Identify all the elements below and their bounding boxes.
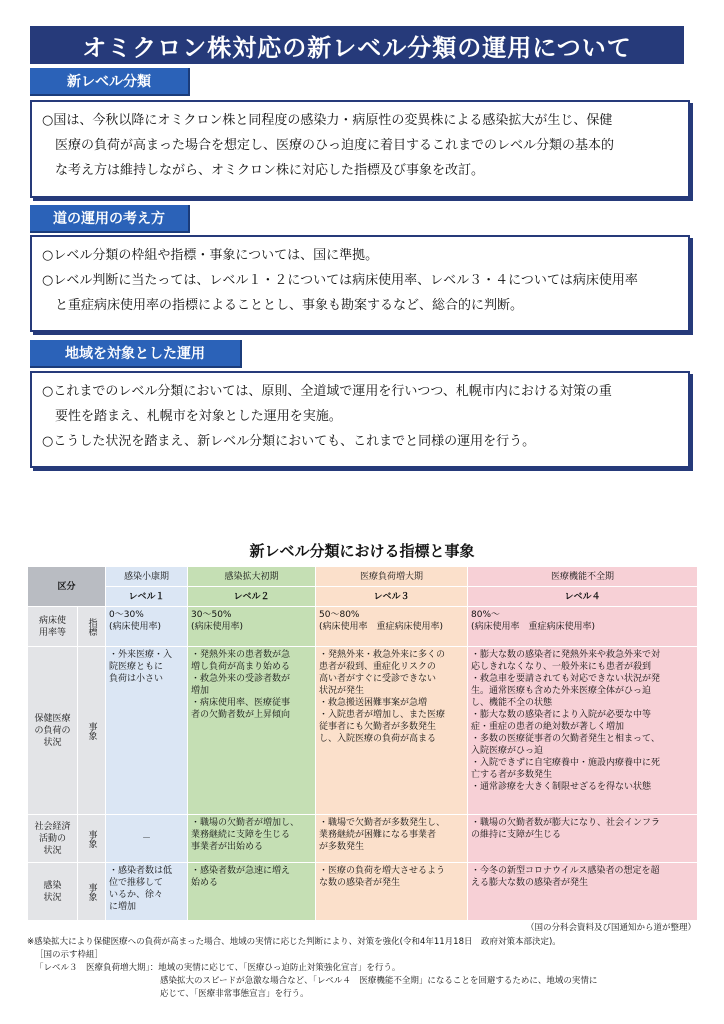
level-header-4: レベル４: [468, 587, 698, 607]
cell-infect-1: ・感染者数は低 位で推移して いるか、徐々 に増加: [106, 863, 188, 921]
row-kind-burden: [78, 647, 106, 815]
section-box-regional: [30, 371, 690, 468]
level-table: [27, 566, 698, 921]
row-kind-text: 指標: [86, 617, 97, 636]
row-kind-text: 事象: [86, 829, 97, 848]
text-line: ○こうした状況を踏まえ、新レベル分類においても、これまでと同様の運用を行う。: [42, 434, 536, 449]
table-title: 新レベル分類における指標と事象: [249, 542, 475, 560]
footnote-level4-b: 応じて、「医療非常事態宣言」を行う。: [160, 989, 309, 999]
cell-infect-2: ・感染者数が急速に増え 始める: [188, 863, 316, 921]
cell-burden-3: ・発熱外来・救急外来に多くの 患者が殺到、重症化リスクの 高い者がすぐに受診できない 状況が発生 ・救急搬送困難事案が急増 ・入院患者が増加し、また医療 従事者にも欠勤者が多数発生 し、入院医療の負荷が高まる: [316, 647, 468, 815]
text-line: ○国は、今秋以降にオミクロン株と同程度の感染力・病原性の変異株による感染拡大が生じ、保健: [42, 113, 613, 128]
row-kind-bed: [78, 607, 106, 647]
text-line: と重症病床使用率の指標によることとし、事象も勘案するなど、総合的に判断。: [55, 298, 524, 313]
phase-header-3: 医療負荷増大期: [316, 567, 468, 587]
level-header-1: レベル１: [106, 587, 188, 607]
paragraph: [42, 379, 678, 429]
cell-bed-4: 80%～ (病床使用率 重症病床使用率): [468, 607, 698, 647]
paragraph: [42, 429, 678, 454]
text-line: ○レベル判断に当たっては、レベル１・２については病床使用率、レベル３・４については病床使用率: [42, 273, 638, 288]
section-heading-regional: 地域を対象とした運用: [30, 340, 242, 368]
source-note: （国の分科会資料及び国通知から道が整理）: [525, 923, 696, 933]
level-header-2: レベル２: [188, 587, 316, 607]
cell-social-2: ・職場の欠勤者が増加し、 業務継続に支障を生じる 事業者が出始める: [188, 815, 316, 863]
cell-bed-2: 30～50% (病床使用率): [188, 607, 316, 647]
section-heading-new-level: 新レベル分類: [30, 68, 190, 96]
cell-bed-3: 50～80% (病床使用率 重症病床使用率): [316, 607, 468, 647]
cell-burden-2: ・発熱外来の患者数が急 増し負荷が高まり始める ・救急外来の受診者数が 増加 ・病床使用率、医療従事 者の欠勤者数が上昇傾向: [188, 647, 316, 815]
row-label-bed: 病床使 用率等: [28, 607, 78, 647]
paragraph: [42, 243, 678, 268]
footnote-level4-a: 感染拡大のスピードが急激な場合など、「レベル４ 医療機能不全期」になることを回避するために、地域の実情に: [160, 976, 598, 986]
row-label-infect: 感染 状況: [28, 863, 78, 921]
footnote-main: ※感染拡大により保健医療への負荷が高まった場合、地域の実情に応じた判断により、対策を強化(令和4年11月18日 政府対策本部決定)。: [27, 937, 561, 947]
row-kind-text: 事象: [86, 882, 97, 901]
cell-infect-3: ・医療の負荷を増大させるよう な数の感染者が発生: [316, 863, 468, 921]
table-corner: 区分: [28, 567, 106, 607]
cell-social-4: ・職場の欠勤者数が膨大になり、社会インフラ の維持に支障が生じる: [468, 815, 698, 863]
phase-header-2: 感染拡大初期: [188, 567, 316, 587]
row-label-burden: 保健医療 の負荷の 状況: [28, 647, 78, 815]
cell-infect-4: ・今冬の新型コロナウイルス感染者の想定を超 える膨大な数の感染者が発生: [468, 863, 698, 921]
text-line: な考え方は維持しながら、オミクロン株に対応した指標及び事象を改訂。: [55, 163, 485, 178]
cell-social-3: ・職場で欠勤者が多数発生し、 業務継続が困難になる事業者 が多数発生: [316, 815, 468, 863]
section-box-new-level: [30, 100, 690, 198]
cell-burden-4: ・膨大な数の感染者に発熱外来や救急外来で対 応しきれなくなり、一般外来にも患者が殺到 ・救急車を要請されても対応できない状況が発 生。通常医療も含めた外来医療全体がひっ迫 し、機能不全の状態 ・膨大な数の感染者により入院が必要な中等 症・重症の患者の絶対数が著しく増加 ・多数の医療従事者の欠勤者発生と相まって、 入院医療がひっ迫 ・入院できずに自宅療養中・施設内療養中に死 亡する者が多数発生 ・通常診療を大きく制限せざるを得ない状態: [468, 647, 698, 815]
footnote-framework: ［国の示す枠組］: [35, 950, 104, 960]
page-title: オミクロン株対応の新レベル分類の運用について: [30, 26, 684, 64]
row-kind-infect: [78, 863, 106, 921]
row-kind-social: [78, 815, 106, 863]
phase-header-1: 感染小康期: [106, 567, 188, 587]
text-line: 要性を踏まえ、札幌市を対象とした運用を実施。: [55, 409, 342, 424]
row-kind-text: 事象: [86, 721, 97, 740]
section-box-operation: [30, 235, 690, 332]
phase-header-4: 医療機能不全期: [468, 567, 698, 587]
row-label-social: 社会経済 活動の 状況: [28, 815, 78, 863]
text-line: ○レベル分類の枠組や指標・事象については、国に準拠。: [42, 248, 379, 263]
level-header-3: レベル３: [316, 587, 468, 607]
section-heading-operation: 道の運用の考え方: [30, 205, 190, 233]
paragraph: [42, 268, 678, 318]
paragraph: [42, 108, 678, 183]
footnote-level3: 「レベル３ 医療負荷増大期」：地域の実情に応じて、「医療ひっ迫防止対策強化宣言」を行う。: [35, 963, 401, 973]
text-line: ○これまでのレベル分類においては、原則、全道域で運用を行いつつ、札幌市内における対策の重: [42, 384, 612, 399]
cell-burden-1: ・外来医療・入 院医療ともに 負荷は小さい: [106, 647, 188, 815]
cell-social-1: －: [106, 815, 188, 863]
text-line: 医療の負荷が高まった場合を想定し、医療のひっ迫度に着目するこれまでのレベル分類の基本的: [55, 138, 615, 153]
cell-bed-1: 0～30% (病床使用率): [106, 607, 188, 647]
